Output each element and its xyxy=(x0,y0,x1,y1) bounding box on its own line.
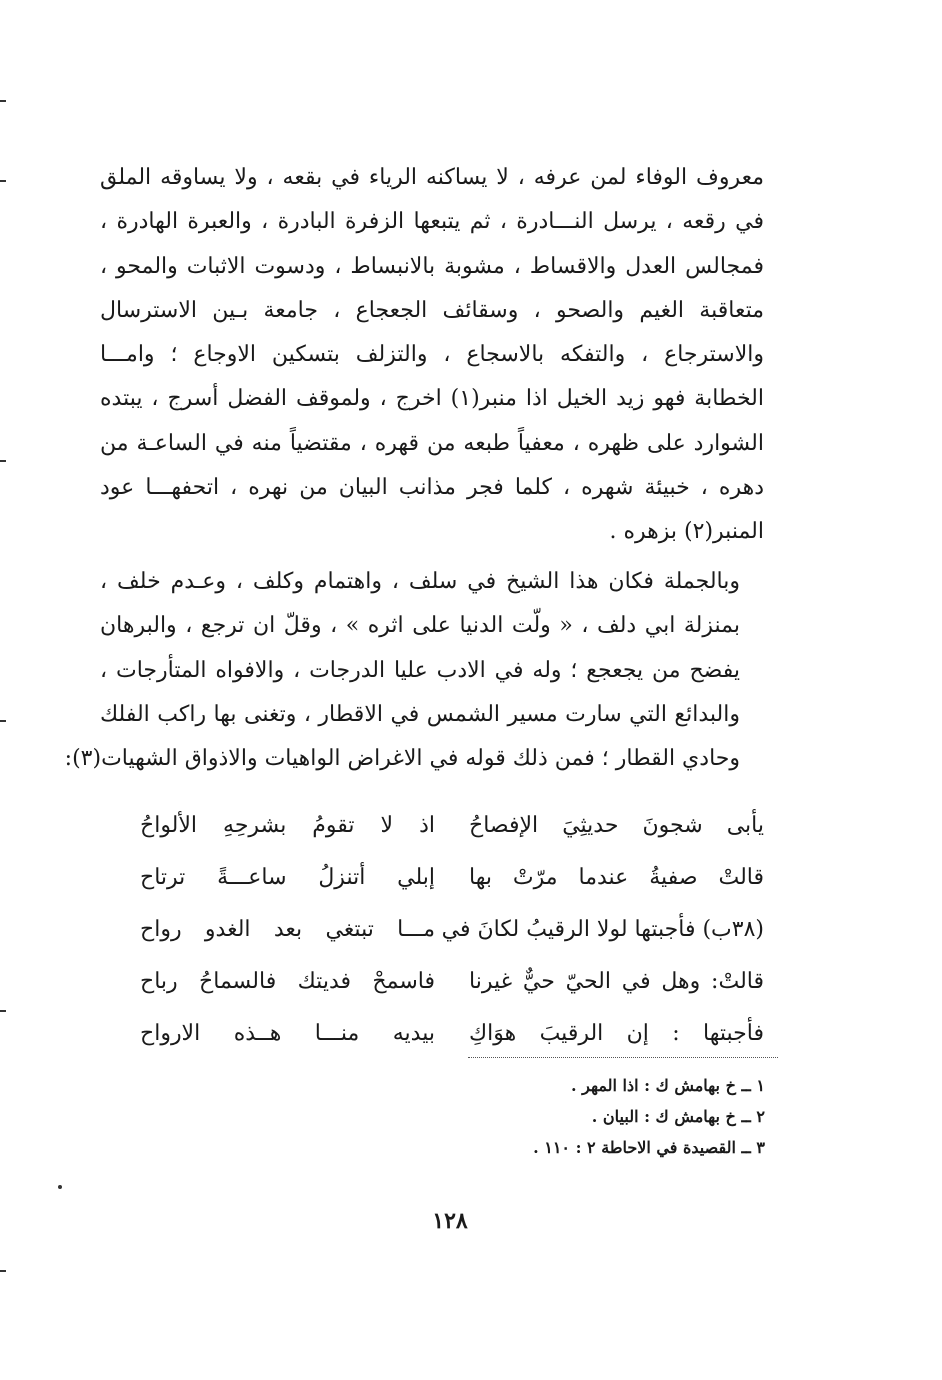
verse-second-hemistich: بيديه منـــا هــذه الارواح xyxy=(140,1021,435,1046)
footnotes xyxy=(420,1070,765,1163)
verse-first-hemistich: يأبى شجونَ حديثِيَ الإفصاحُ xyxy=(469,813,764,838)
text-line: وحادي القطار ؛ فمن ذلك قوله في الاغراض الواهيات والاذواق الشهيات(٣): xyxy=(64,746,740,772)
edge-mark xyxy=(0,1010,6,1012)
poem xyxy=(140,800,764,1060)
text-line: يفضح من يجعجع ؛ وله في الادب عليا الدرجات ، والافواه المتأرجات ، xyxy=(100,657,740,683)
edge-mark xyxy=(0,180,6,182)
poem-verse xyxy=(140,800,764,852)
verse-first-hemistich: قالتْ صفيةُ عندما مرّتْ بها xyxy=(469,865,764,890)
paragraph-2 xyxy=(64,560,764,781)
text-line: والاسترجاع ، والتفكه بالاسجاع ، والتزلف بتسكين الاوجاع ؛ وامـــا xyxy=(100,342,764,368)
text-line: في رقعه ، يرسل النـــادرة ، ثم يتبعها الزفرة البادرة ، والعبرة الهادرة ، xyxy=(100,209,764,235)
edge-mark xyxy=(58,1185,62,1189)
text-line: معروف الوفاء لمن عرفه ، لا يساكنه الرياء في بقعه ، ولا يساوقه الملق xyxy=(100,165,764,190)
verse-second-hemistich: فاسمحْ فديتك فالسماحُ رباح xyxy=(140,969,435,994)
text-line: دهره ، خبيئة شهره ، كلما فجر مذانب البيان من نهره ، اتحفهـــا عود xyxy=(100,475,764,501)
text-line: فمجالس العدل والاقساط ، مشوبة بالانبساط ، ودسوت الاثبات والمحو ، xyxy=(100,253,764,279)
poem-verse xyxy=(140,956,764,1008)
page-number: ١٢٨ xyxy=(432,1208,468,1234)
verse-first-hemistich: فأجبتها : إن الرقيبَ هوَاكِ xyxy=(469,1021,764,1046)
paragraph-1 xyxy=(100,156,764,555)
text-line: والبدائع التي سارت مسير الشمس في الاقطار ، وتغنى بها راكب الفلك xyxy=(100,701,740,727)
footnote: ١ ــ خ بهامش ك : اذا المهر . xyxy=(571,1076,765,1095)
verse-first-hemistich: قالتْ: وهل في الحيّ حيٌّ غيرنا xyxy=(469,969,764,994)
poem-verse xyxy=(140,852,764,904)
edge-mark xyxy=(0,720,6,722)
edge-mark xyxy=(0,460,6,462)
text-line: بمنزلة ابي دلف ، « ولّت الدنيا على اثره » ، وقلّ ان ترجع ، والبرهان xyxy=(100,613,740,639)
footnote-divider xyxy=(468,1057,778,1058)
edge-mark xyxy=(0,100,6,102)
verse-second-hemistich: اذ لا تقومُ بشرحِهِ الألواحُ xyxy=(140,813,435,838)
text-line: الخطابة فهو زيد الخيل اذا منبر(١) اخرج ، ولموقف الفضل أسرج ، يبتده xyxy=(100,386,764,412)
text-line: متعاقبة الغيم والصحو ، وسقائف الجعجاع ، جامعة بـين الاسترسال xyxy=(100,297,764,323)
verse-second-hemistich: إبلي أتنزلُ ساعـــةً ترتاح xyxy=(140,865,435,890)
edge-mark xyxy=(0,1270,6,1272)
poem-verse xyxy=(140,904,764,956)
poem-verse xyxy=(140,1008,764,1060)
verse-second-hemistich: مـــا تبتغي بعد الغدو رواح xyxy=(140,917,435,942)
footnote: ٢ ــ خ بهامش ك : البيان . xyxy=(591,1107,765,1126)
footnote: ٣ ــ القصيدة في الاحاطة ٢ : ١١٠ . xyxy=(533,1138,765,1157)
verse-first-hemistich: (٣٨ب) فأجبتها لولا الرقيبُ لكانَ في xyxy=(441,917,764,942)
text-line: الشوارد على ظهره ، معفياً طبعه من قهره ، مقتضياً منه في الساعـة من xyxy=(100,430,764,456)
text-line: وبالجملة فكان هذا الشيخ في سلف ، واهتمام وكلف ، وعـدم خلف ، xyxy=(100,569,740,594)
text-line: المنبر(٢) بزهره . xyxy=(609,519,764,545)
